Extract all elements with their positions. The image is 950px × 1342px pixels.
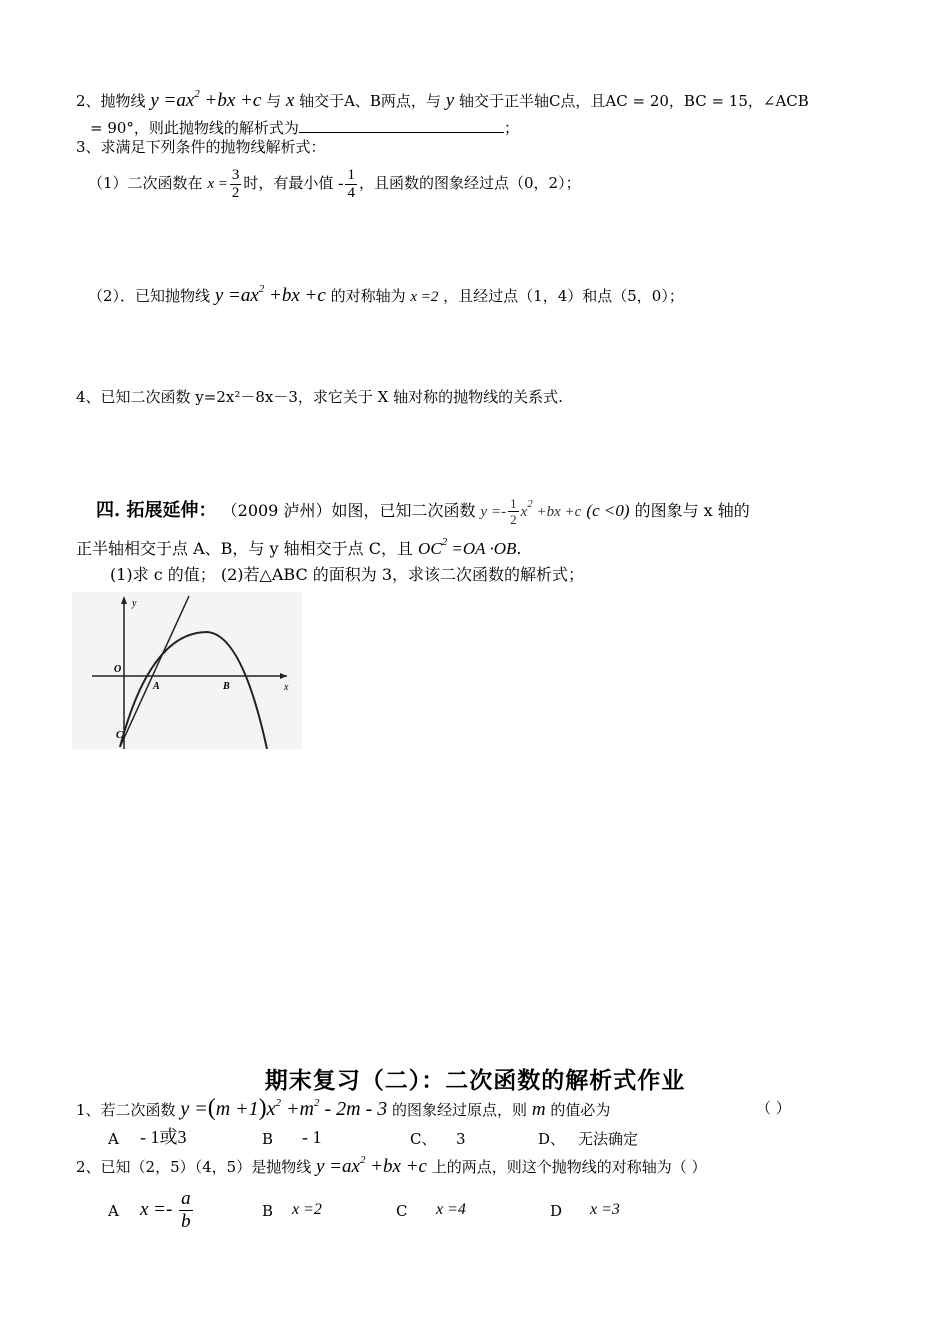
q3-p2-text-a: （2）．已知抛物线 <box>88 287 211 305</box>
hw-q2-text-b: 上的两点，则这个抛物线的对称轴为（ ） <box>431 1158 707 1176</box>
sec4-line2 <box>76 538 522 560</box>
q2-line1 <box>76 90 809 112</box>
q3-p1-text-c: ，且函数的图象经过点（0，2）； <box>358 174 581 192</box>
hw-q1-text-c: 的值必为 <box>550 1101 611 1119</box>
hw-q2-option-a[interactable]: x =- $\frac{a}{b}$ <box>140 1188 191 1232</box>
hw-q1-option-a[interactable]: - 1或3 <box>140 1127 187 1147</box>
hw-q1-option-d[interactable]: 无法确定 <box>578 1130 639 1148</box>
x-axis-arrow <box>280 673 287 679</box>
axis-equation: x =2 <box>410 289 439 305</box>
hw-q1-text-a: 1、若二次函数 <box>76 1101 176 1119</box>
hw-q1-paren: （ ） <box>756 1099 791 1117</box>
q3-p2-text-c: ，且经过点（1，4）和点（5，0）； <box>443 287 684 305</box>
equation-oc: $OC^2 =OA \cdot OB$ <box>418 536 517 558</box>
q4-text: 4、已知二次函数 y=2x²－8x－3，求它关于 X 轴对称的抛物线的关系式. <box>76 388 563 406</box>
fraction-1-2: $\frac{1}{2}$ <box>510 496 517 527</box>
q2-text-2: 轴交于A、B两点，与 <box>299 92 441 110</box>
q3-p1-text-a: （1）二次函数在 <box>88 174 203 192</box>
hw-q2-option-b-letter: B <box>262 1202 274 1220</box>
q2-text-4: = 90°，则此抛物线的解析式为 <box>90 119 299 137</box>
hw-q2 <box>76 1156 707 1178</box>
q2-number: 2、抛物线 <box>76 92 146 110</box>
y-axis-arrow <box>121 596 127 604</box>
condition-c: (c <0) <box>586 501 630 520</box>
hw-q1-option-b[interactable]: - 1 <box>302 1127 322 1147</box>
hw-q1 <box>76 1097 610 1121</box>
hw-q1-option-b-letter: B <box>262 1130 274 1148</box>
hw-q1-text-b: 的图象经过原点，则 <box>392 1101 528 1119</box>
hw-q1-option-a-letter: A <box>108 1130 119 1148</box>
var-y: y <box>445 90 455 111</box>
label-o: O <box>114 664 122 675</box>
hw-q2-option-d[interactable]: x =3 <box>590 1201 620 1218</box>
var-m: m <box>531 1099 546 1120</box>
homework-title: 期末复习（二）：二次函数的解析式作业 <box>264 1067 686 1094</box>
section-heading: 四. 拓展延伸： <box>96 500 217 521</box>
hw-q2-option-b[interactable]: x =2 <box>292 1201 322 1218</box>
fraction-3-2: $\frac{3}{2}$ <box>231 166 240 201</box>
q3-p1-text-b: 时，有最小值 <box>243 174 334 192</box>
hw-q2-text-a: 2、已知（2，5）（4，5）是抛物线 <box>76 1158 312 1176</box>
sec4-end: . <box>516 539 522 558</box>
fraction-1-4: $\frac{1}{4}$ <box>347 166 355 201</box>
q3-p2-text-b: 的对称轴为 <box>330 287 406 305</box>
answer-blank[interactable] <box>299 116 504 133</box>
sec4-text-2: 正半轴相交于点 A、B，与 y 轴相交于点 C，且 <box>76 539 413 558</box>
hw-q2-option-c[interactable]: x =4 <box>436 1201 466 1218</box>
hw-q1-option-d-letter: D、 <box>538 1130 566 1148</box>
sec4-after: 的图象与 x 轴的 <box>634 501 750 520</box>
minus-sign: - <box>338 175 344 192</box>
q2-text-3: 轴交于正半轴C点，且AC = 20，BC = 15，∠ACB <box>458 92 809 110</box>
var-x: x <box>285 90 295 111</box>
equation-hw-q2: $y =ax^2 +bx +c$ <box>316 1154 427 1177</box>
hw-q1-option-c-letter: C、 <box>410 1130 437 1148</box>
q3-part2 <box>88 285 684 308</box>
equation-parabola: $y =ax^2 +bx +c$ <box>150 88 262 111</box>
label-b: B <box>223 681 230 692</box>
tangent-line <box>120 596 189 747</box>
hw-q2-option-d-letter: D <box>550 1202 563 1220</box>
hw-q1-option-c[interactable]: 3 <box>456 1130 466 1148</box>
label-a: A <box>153 681 160 692</box>
sec4-intro: （2009 泸州）如图，已知二次函数 <box>221 501 476 520</box>
q3-part1 <box>88 166 581 202</box>
label-x: x <box>284 682 289 693</box>
q2-text-1: 与 <box>266 92 282 110</box>
equation-hw-q1: $y =(m +1)x^2 +m^2 - 2m - 3$ <box>180 1095 388 1121</box>
hw-q2-option-c-letter: C <box>396 1202 408 1220</box>
parabola-figure <box>72 592 302 749</box>
var-x-eq: x = <box>207 176 228 192</box>
hw-q2-option-a-letter: A <box>108 1202 119 1220</box>
parabola-graph <box>72 592 302 749</box>
equation-parabola-2: $y =ax^2 +bx +c$ <box>214 283 326 306</box>
equation-quadratic: y =- <box>480 504 507 520</box>
label-c: C <box>116 730 123 741</box>
sec4-line3: (1)求 c 的值； (2)若△ABC 的面积为 3，求该二次函数的解析式； <box>110 565 585 584</box>
sec4-line1 <box>96 496 750 527</box>
q2-end: ； <box>503 119 519 137</box>
parabola-curve <box>120 632 267 749</box>
equation-quadratic-rest: $x^2 +bx +c$ <box>520 498 582 520</box>
label-y: y <box>132 598 137 609</box>
q3-heading: 3、求满足下列条件的抛物线解析式： <box>76 138 326 156</box>
